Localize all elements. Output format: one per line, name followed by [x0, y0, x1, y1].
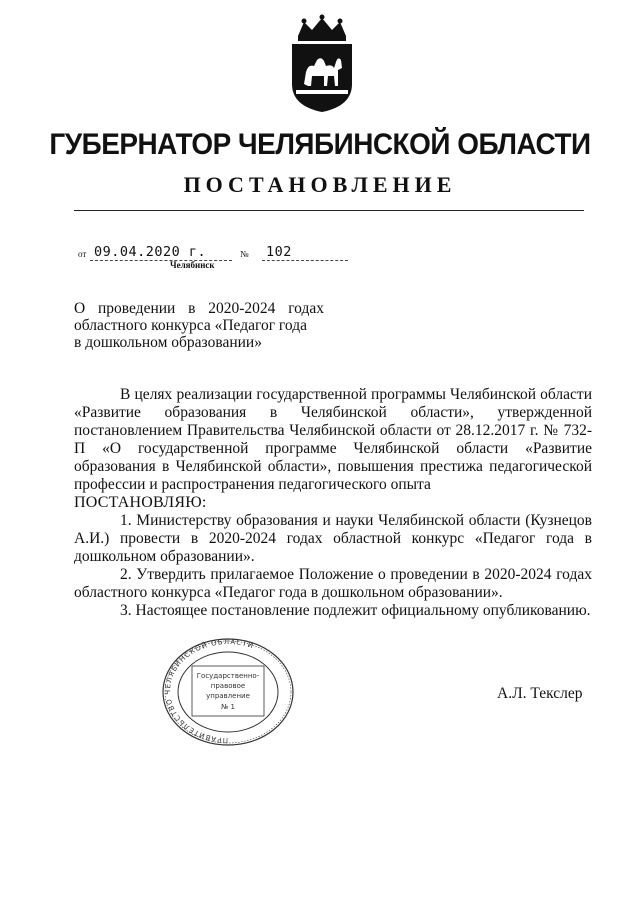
subject-line: в дошкольном образовании» [74, 334, 262, 351]
coat-of-arms-emblem [284, 14, 360, 114]
decree-item-2: 2. Утвердить прилагаемое Положение о проведении в 2020-2024 годах областного конкурса «Педагог года в дошкольном образовании». [74, 566, 592, 601]
date-field: 09.04.2020 г. [90, 244, 232, 261]
subject-block [74, 300, 324, 351]
decree-item-3: 3. Настоящее постановление подлежит официальному опубликованию. [120, 602, 591, 619]
document-body [74, 386, 592, 620]
city-label: Челябинск [170, 260, 215, 270]
number-field: 102 [262, 244, 348, 261]
stamp-line: правовое [210, 682, 246, 690]
document-type-title: ПОСТАНОВЛЕНИЕ [183, 172, 457, 197]
stamp-ring-text: ПРАВИТЕЛЬСТВО ЧЕЛЯБИНСКОЙ ОБЛАСТИ [164, 637, 255, 745]
from-label: от [78, 249, 87, 259]
stamp-line: № 1 [221, 703, 235, 711]
subject-line: О проведении в 2020-2024 годах [74, 300, 324, 317]
header-divider [74, 210, 584, 211]
decree-word: ПОСТАНОВЛЯЮ: [74, 494, 207, 511]
subject-line: областного конкурса «Педагог года [74, 317, 307, 334]
decree-item-1: 1. Министерству образования и науки Челябинской области (Кузнецов А.И.) провести в 2020-2024 годах областной конкурс «Педагог года в дошкольном образовании». [74, 512, 592, 565]
official-seal-stamp [160, 636, 296, 748]
authority-title: ГУБЕРНАТОР ЧЕЛЯБИНСКОЙ ОБЛАСТИ [49, 128, 591, 161]
number-label: № [240, 249, 249, 259]
stamp-line: управление [206, 692, 250, 700]
preamble-paragraph: В целях реализации государственной программы Челябинской области «Развитие образования в Челябинской области», утвержденной постановлением Правительства Челябинской области от 28.12.2017 г. № 732-П «О государственной программе Челябинской области «Развитие образования в Челябинской области», повышения престижа педагогической профессии и распространения педагогического опыта [74, 386, 592, 493]
signatory-name: А.Л. Текслер [497, 685, 583, 702]
stamp-line: Государственно- [196, 672, 260, 680]
